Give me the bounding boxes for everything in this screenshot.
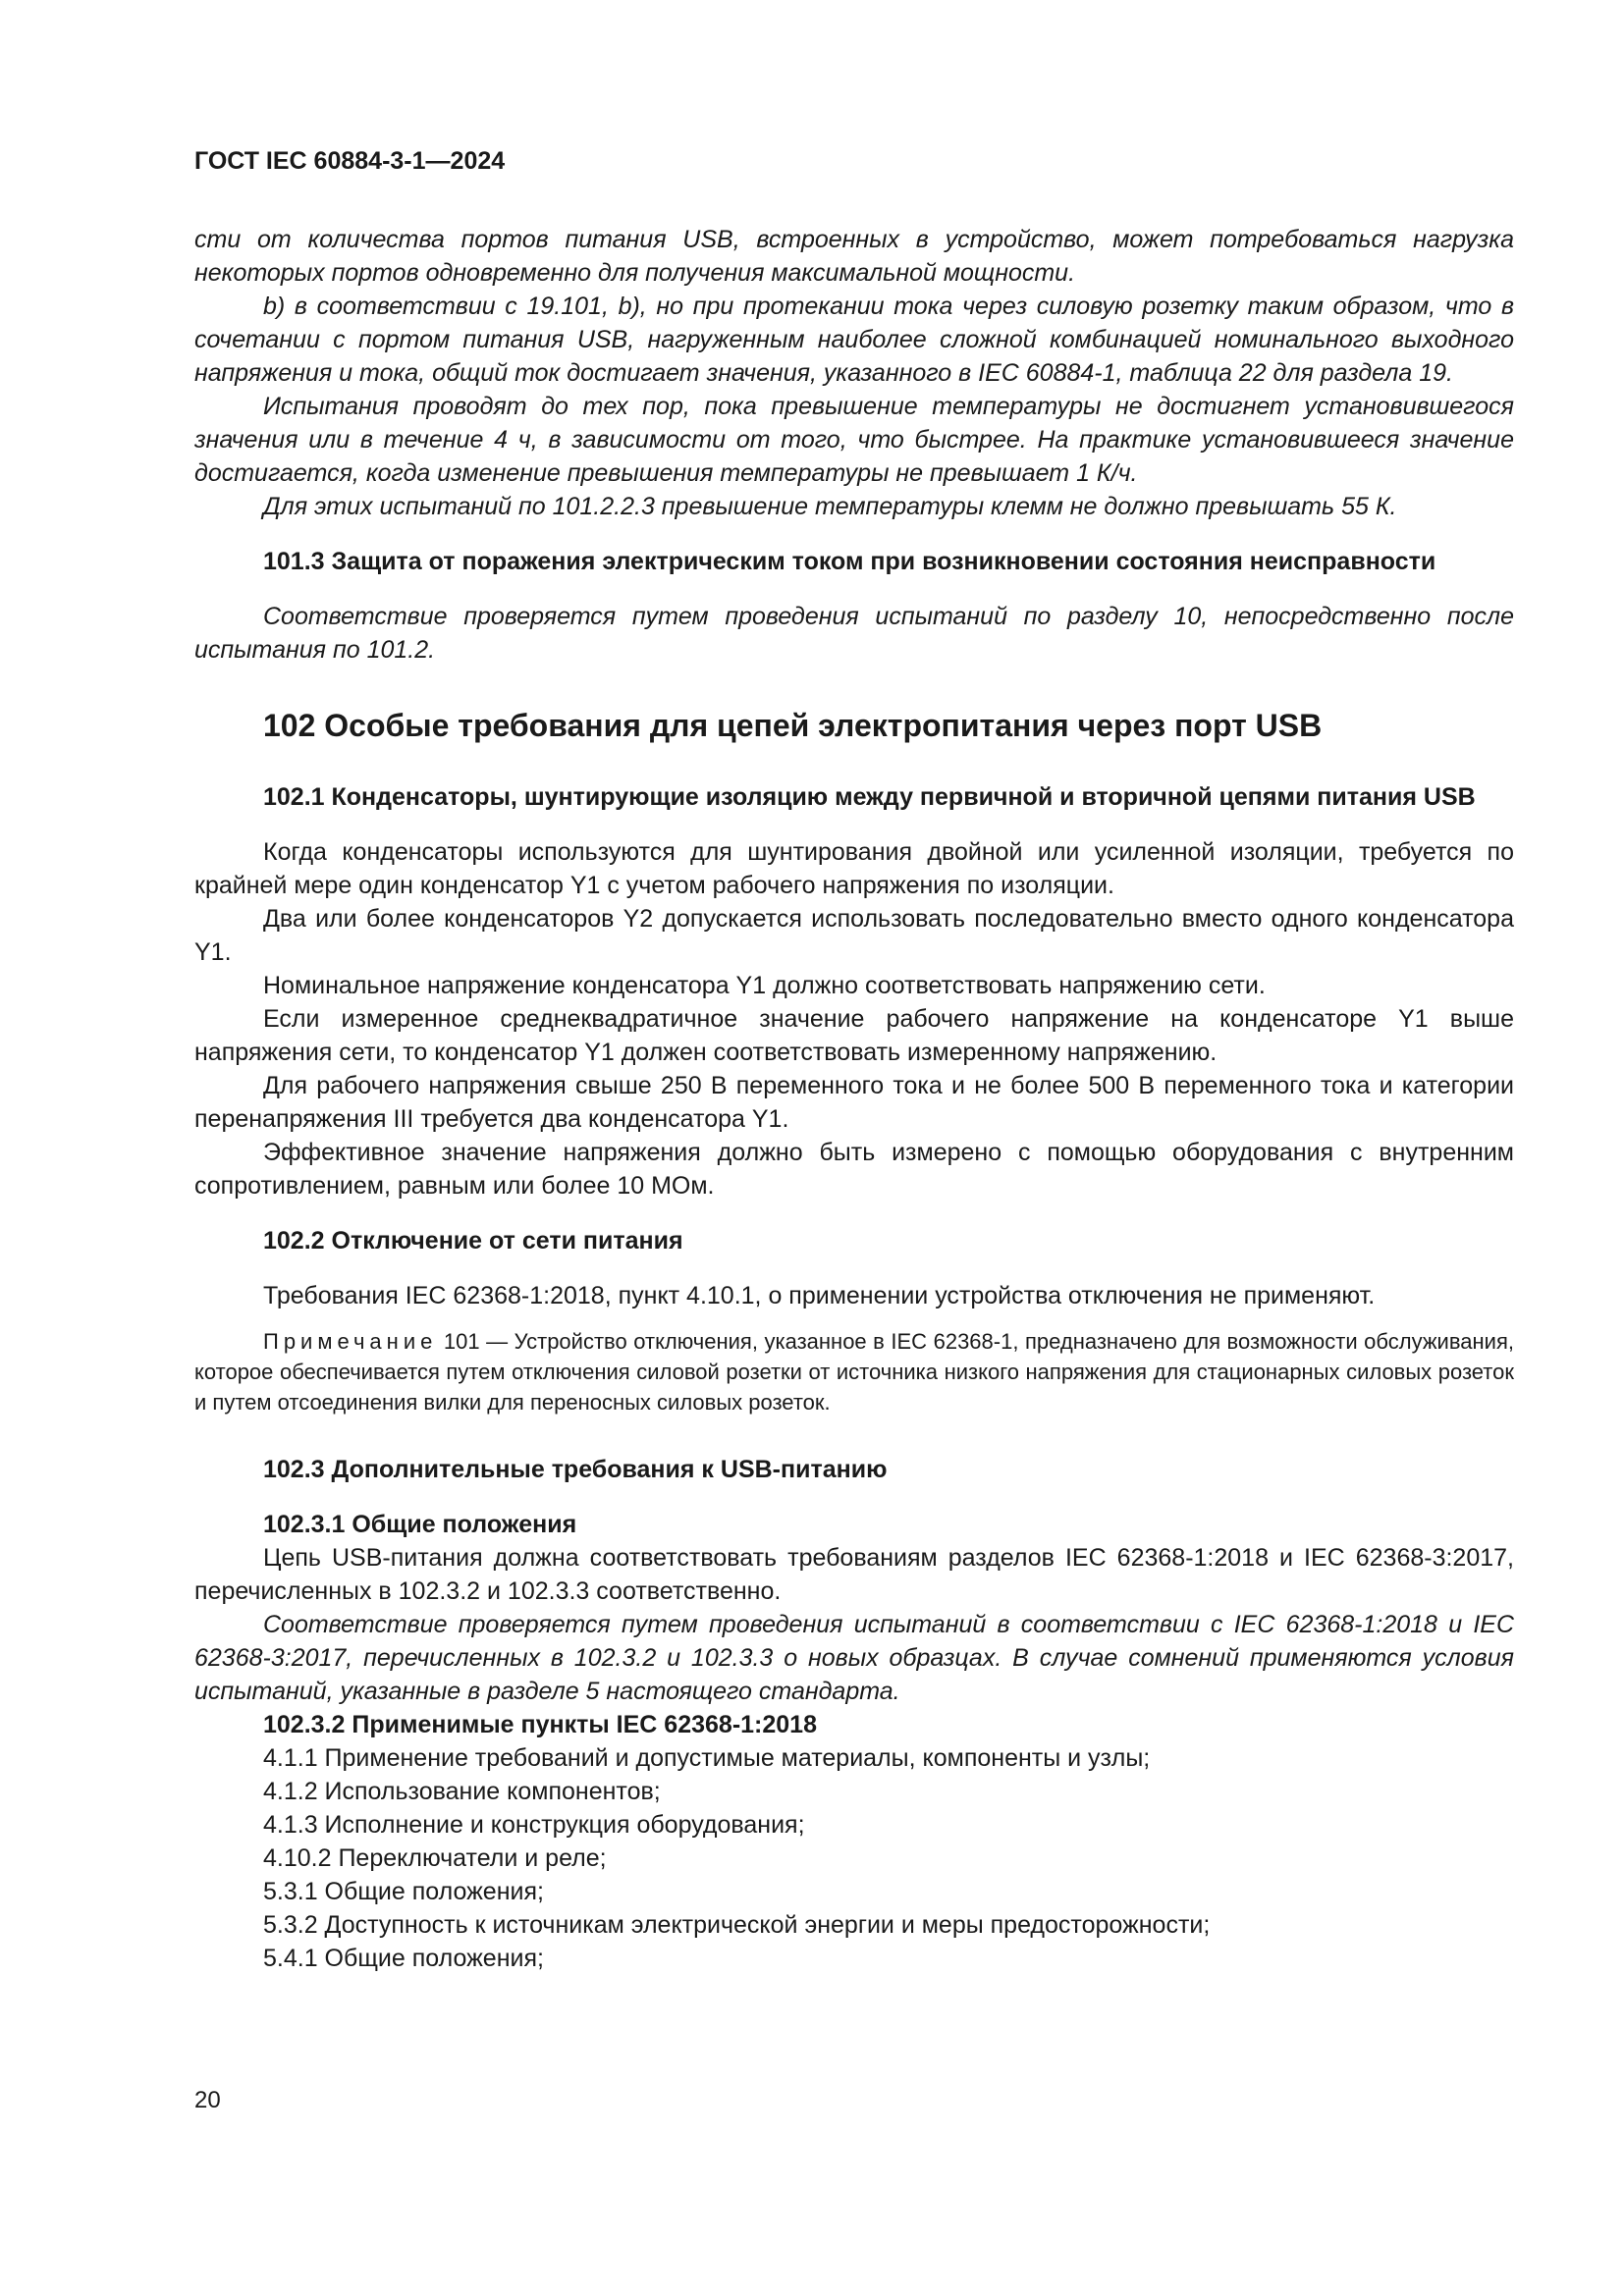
paragraph-continuation: сти от количества портов питания USB, встроенных в устройство, может потребоваться нагрузка некоторых портов одновременно для получения максимальной мощности. <box>194 226 1514 287</box>
list-item: 4.10.2 Переключатели и реле; <box>263 1844 607 1872</box>
heading-102-3-2: 102.3.2 Применимые пункты IEC 62368-1:2018 <box>263 1711 817 1738</box>
note-label: Примечание <box>263 1329 438 1354</box>
paragraph-102-1-6: Эффективное значение напряжения должно быть измерено с помощью оборудования с внутренним сопротивлением, равным или более 10 МОм. <box>194 1139 1514 1200</box>
paragraph-102-1-5: Для рабочего напряжения свыше 250 В переменного тока и не более 500 В переменного тока и категории перенапряжения III требуется два конденсатора Y1. <box>194 1072 1514 1133</box>
heading-102-2: 102.2 Отключение от сети питания <box>263 1227 683 1255</box>
document-page <box>194 147 1514 1975</box>
paragraph-102-1-3: Номинальное напряжение конденсатора Y1 должно соответствовать напряжению сети. <box>263 972 1266 999</box>
list-item: 4.1.2 Использование компонентов; <box>263 1778 661 1805</box>
list-item: 5.3.1 Общие положения; <box>263 1878 544 1905</box>
paragraph-102-1-1: Когда конденсаторы используются для шунтирования двойной или усиленной изоляции, требуется по крайней мере один конденсатор Y1 с учетом рабочего напряжения по изоляции. <box>194 838 1514 899</box>
heading-102-3: 102.3 Дополнительные требования к USB-питанию <box>263 1456 888 1483</box>
paragraph-101-3: Соответствие проверяется путем проведения испытаний по разделу 10, непосредственно после испытания по 101.2. <box>194 603 1514 664</box>
heading-101-3: 101.3 Защита от поражения электрическим током при возникновении состояния неисправности <box>263 548 1436 575</box>
paragraph-item-b: b) в соответствии с 19.101, b), но при протекании тока через силовую розетку таким образом, что в сочетании с портом питания USB, нагруженным наиболее сложной комбинацией номинального выходного напряжения и тока, общий ток достигает значения, указанного в IEC 60884-1, таблица 22 для раздела 19. <box>194 293 1514 387</box>
list-item: 5.3.2 Доступность к источникам электрической энергии и меры предосторожности; <box>263 1911 1211 1939</box>
paragraph-102-2-1: Требования IEC 62368-1:2018, пункт 4.10.1, о применении устройства отключения не применяют. <box>263 1282 1376 1309</box>
page-number: 20 <box>194 2087 221 2113</box>
list-item: 4.1.1 Применение требований и допустимые материалы, компоненты и узлы; <box>263 1744 1151 1772</box>
note-text: 101 — Устройство отключения, указанное в IEC 62368-1, предназначено для возможности обслуживания, которое обеспечивается путем отключения силовой розетки от источника низкого напряжения для стационарных силовых розеток и путем отсоединения вилки для переносных силовых розеток. <box>194 1329 1514 1415</box>
document-header: ГОСТ IEC 60884-3-1—2024 <box>194 147 506 175</box>
paragraph-102-3-1-2: Соответствие проверяется путем проведения испытаний в соответствии с IEC 62368-1:2018 и IEC 62368-3:2017, перечисленных в 102.3.2 и 102.3.3 о новых образцах. В случае сомнений применяются условия испытаний, указанные в разделе 5 настоящего стандарта. <box>194 1611 1514 1705</box>
paragraph-102-3-1-1: Цепь USB-питания должна соответствовать требованиям разделов IEC 62368-1:2018 и IEC 62368-3:2017, перечисленных в 102.3.2 и 102.3.3 соответственно. <box>194 1544 1514 1605</box>
heading-102-1: 102.1 Конденсаторы, шунтирующие изоляцию между первичной и вторичной цепями питания USB <box>263 783 1476 811</box>
note-101 <box>194 1326 1514 1417</box>
paragraph-terminal-temperature: Для этих испытаний по 101.2.2.3 превышение температуры клемм не должно превышать 55 К. <box>263 493 1397 520</box>
heading-102: 102 Особые требования для цепей электропитания через порт USB <box>263 708 1323 743</box>
list-item: 5.4.1 Общие положения; <box>263 1945 544 1972</box>
paragraph-102-1-4: Если измеренное среднеквадратичное значение рабочего напряжение на конденсаторе Y1 выше напряжения сети, то конденсатор Y1 должен соответствовать измеренному напряжению. <box>194 1005 1514 1066</box>
paragraph-102-1-2: Два или более конденсаторов Y2 допускается использовать последовательно вместо одного конденсатора Y1. <box>194 905 1514 966</box>
list-item: 4.1.3 Исполнение и конструкция оборудования; <box>263 1811 805 1839</box>
heading-102-3-1: 102.3.1 Общие положения <box>263 1511 577 1538</box>
paragraph-test-duration: Испытания проводят до тех пор, пока превышение температуры не достигнет установившегося значения или в течение 4 ч, в зависимости от того, что быстрее. На практике установившееся значение достигается, когда изменение превышения температуры не превышает 1 К/ч. <box>194 393 1514 487</box>
